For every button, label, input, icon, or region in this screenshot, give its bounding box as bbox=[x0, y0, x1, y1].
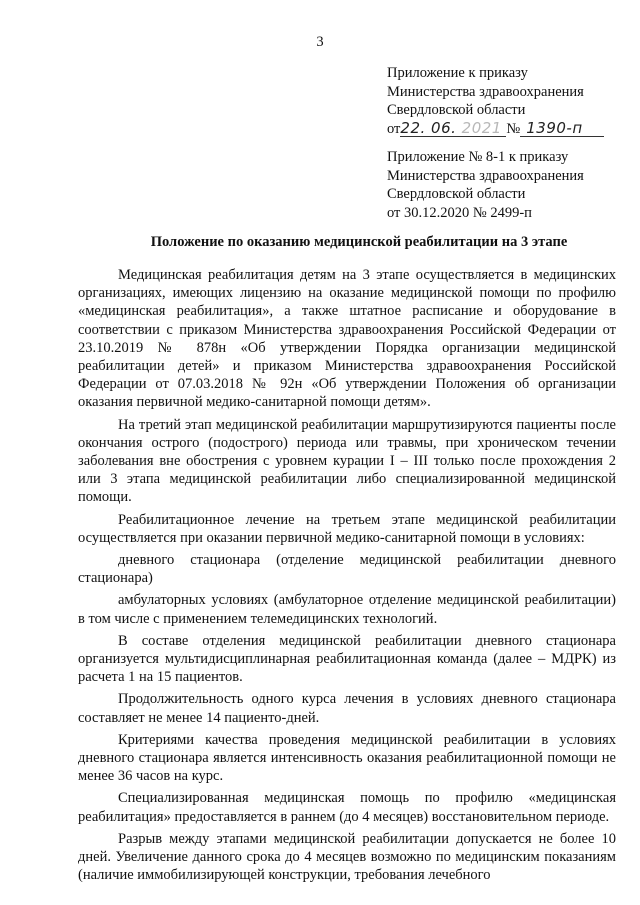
paragraph-5: амбулаторных условиях (амбулаторное отделение медицинской реабилитации) в том числе с применением телемедицинских технологий. bbox=[78, 592, 616, 627]
paragraph-4: дневного стационара (отделение медицинской реабилитации дневного стационара) bbox=[78, 552, 616, 587]
document-title: Положение по оказанию медицинской реабилитации на 3 этапе bbox=[150, 234, 568, 250]
annex-order-date-line bbox=[387, 120, 604, 139]
paragraph-10: Разрыв между этапами медицинской реабилитации допускается не более 10 дней. Увеличение данного срока до 4 месяцев возможно по медицинским показаниям (наличие иммобилизирующей конструкции, требования лечебного bbox=[78, 830, 616, 884]
date-prefix: от bbox=[387, 120, 401, 137]
annex-8-1-block bbox=[387, 148, 584, 222]
annex-order-line-1: Приложение к приказу bbox=[387, 65, 528, 81]
annex-order-block bbox=[387, 64, 604, 138]
annex-8-1-line-2: Министерства здравоохранения bbox=[387, 167, 584, 184]
paragraph-3: Реабилитационное лечение на третьем этапе медицинской реабилитации осуществляется при оказании первичной медико-санитарной помощи в условиях: bbox=[78, 511, 616, 546]
page-number: 3 bbox=[316, 34, 324, 50]
paragraph-8: Критериями качества проведения медицинской реабилитации в условиях дневного стационара является интенсивность оказания реабилитационной помощи не менее 36 часов на курс. bbox=[78, 731, 616, 785]
paragraph-1: Медицинская реабилитация детям на 3 этапе осуществляется в медицинских организациях, имеющих лицензию на оказание медицинской помощи по профилю «медицинская реабилитация», а также штатное расписание и оборудование в соответствии с приказом Министерства здравоохранения Российской Федерации от 23.10.2019 № 878н «Об утверждении Порядка организации медицинской реабилитации детей» и приказом Министерства здравоохранения Российской Федерации от 07.03.2018 № 92н «Об утверждении Положения об организации оказания первичной медико-санитарной помощи детям». bbox=[78, 267, 616, 411]
annex-order-line-3: Свердловской области bbox=[387, 102, 526, 118]
annex-8-1-line-3: Свердловской области bbox=[387, 186, 526, 202]
handwritten-date bbox=[400, 120, 506, 137]
paragraph-6: В составе отделения медицинской реабилитации дневного стационара организуется мультидисциплинарная реабилитационная команда (далее – МДРК) из расчета 1 на 15 пациентов. bbox=[78, 632, 616, 686]
paragraph-9: Специализированная медицинская помощь по профилю «медицинская реабилитация» предоставляется в раннем (до 4 месяцев) восстановительном периоде. bbox=[78, 790, 616, 825]
paragraph-7: Продолжительность одного курса лечения в условиях дневного стационара составляет не менее 14 пациенто-дней. bbox=[78, 691, 616, 726]
number-prefix: № bbox=[506, 120, 521, 137]
annex-8-1-line-4: от 30.12.2020 № 2499-п bbox=[387, 204, 532, 221]
paragraph-2: На третий этап медицинской реабилитации маршрутизируются пациенты после окончания острого (подострого) периода или травмы, при хроническом течении заболевания вне обострения с уровнем курации I – III только после прохождения 2 или 3 этапа медицинской реабилитации либо специализированной медицинской помощи. bbox=[78, 416, 616, 506]
date-smudge: 2021 bbox=[461, 118, 502, 137]
annex-order-line-2: Министерства здравоохранения bbox=[387, 83, 584, 100]
handwritten-date-text: 22. 06. bbox=[400, 118, 462, 137]
document-body bbox=[78, 266, 616, 889]
annex-8-1-line-1: Приложение № 8-1 к приказу bbox=[387, 149, 569, 165]
handwritten-number: 1390-п bbox=[520, 120, 604, 137]
